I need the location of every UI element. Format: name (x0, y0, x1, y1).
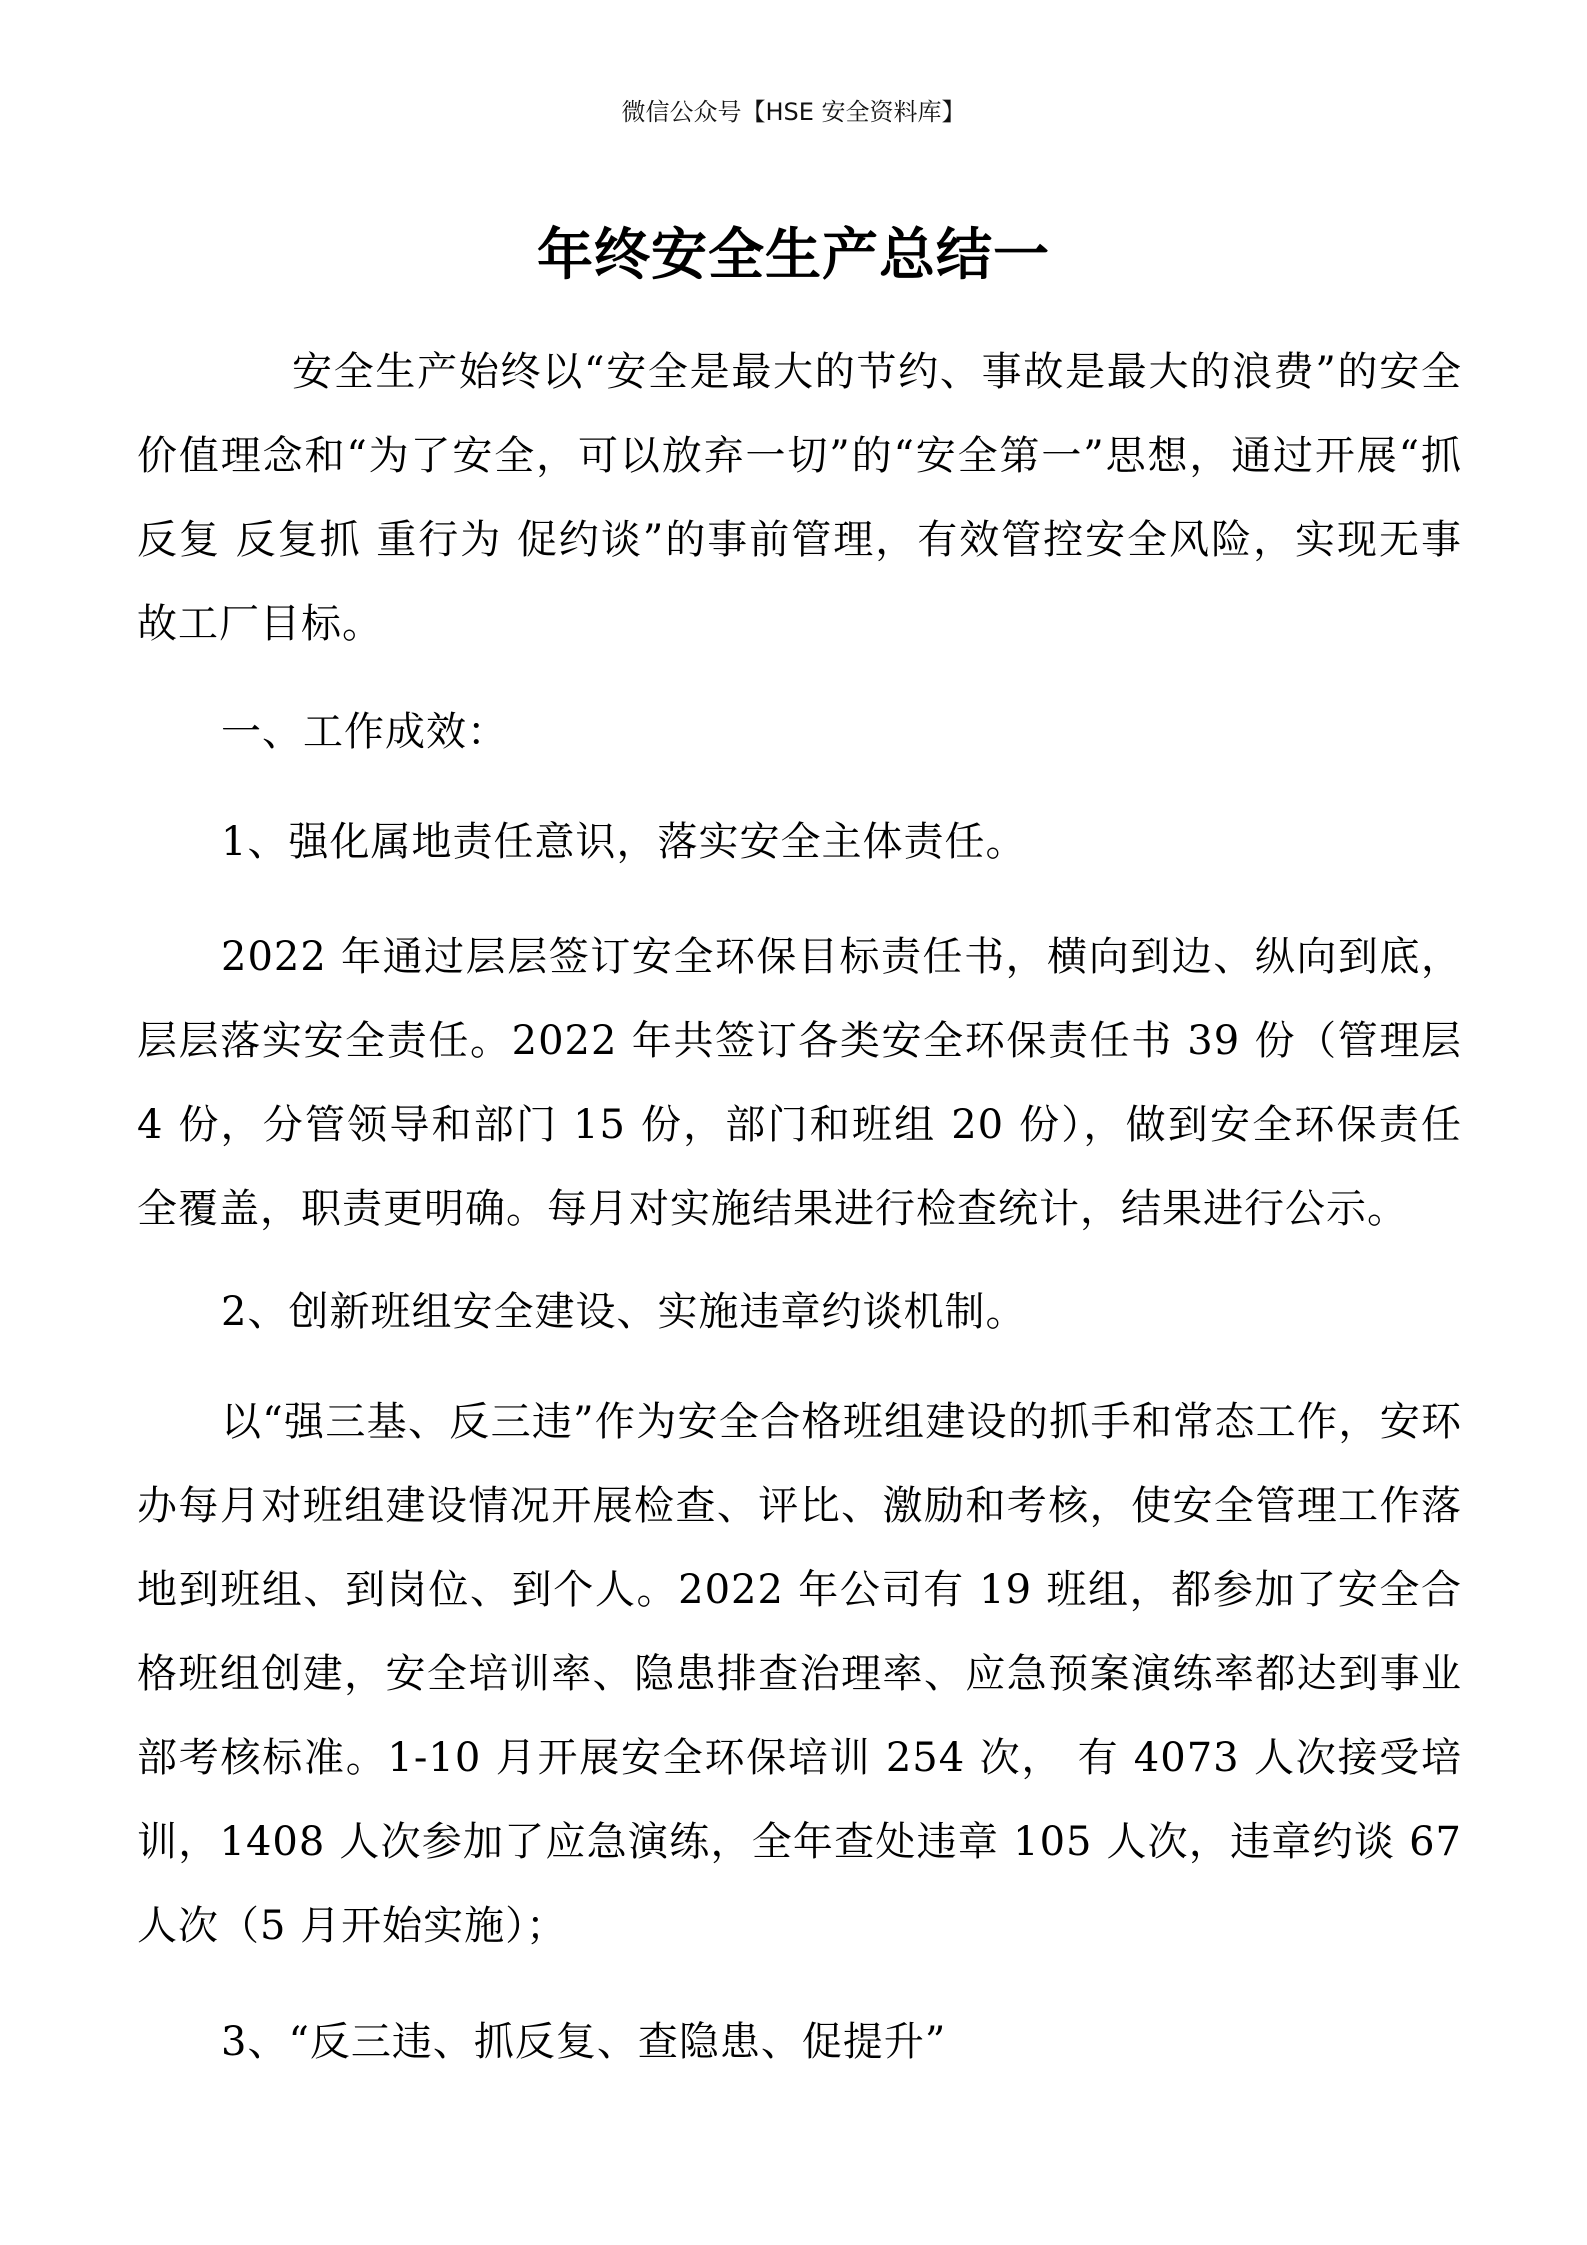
section-heading-results: 一、工作成效： (221, 709, 508, 755)
intro-paragraph: 安全生产始终以“安全是最大的节约、事故是最大的浪费”的安全价值理念和“为了安全，可以放弃一切”的“安全第一”思想，通过开展“抓反复 反复抓 重行为 促约谈”的事前管理，有效管控安全风险，实现无事故工厂目标。 (137, 349, 1462, 647)
subheading-team-safety: 2、创新班组安全建设、实施违章约谈机制。 (221, 1289, 1027, 1335)
subheading-responsibility: 1、强化属地责任意识，落实安全主体责任。 (221, 819, 1027, 865)
team-safety-paragraph: 以“强三基、反三违”作为安全合格班组建设的抓手和常态工作，安环办每月对班组建设情况开展检查、评比、激励和考核，使安全管理工作落地到班组、到岗位、到个人。2022 年公司有 19 班组，都参加了安全合格班组创建，安全培训率、隐患排查治理率、应急预案演练率都达到事业部考核标准。1-10 月开展安全环保培训 254 次， 有 4073 人次接受培训，1408 人次参加了应急演练，全年查处违章 105 人次，违章约谈 67 人次（5 月开始实施）； (137, 1399, 1462, 1949)
subheading-prevention: 3、“反三违、抓反复、查隐患、促提升” (221, 2019, 947, 2065)
responsibility-paragraph: 2022 年通过层层签订安全环保目标责任书，横向到边、纵向到底，层层落实安全责任。2022 年共签订各类安全环保责任书 39 份（管理层 4 份，分管领导和部门 15 份，部门和班组 20 份），做到安全环保责任全覆盖，职责更明确。每月对实施结果进行检查统计，结果进行公示。 (137, 934, 1462, 1232)
source-label: 微信公众号【HSE 安全资料库】 (621, 98, 966, 126)
document-title: 年终安全生产总结一 (537, 222, 1050, 288)
